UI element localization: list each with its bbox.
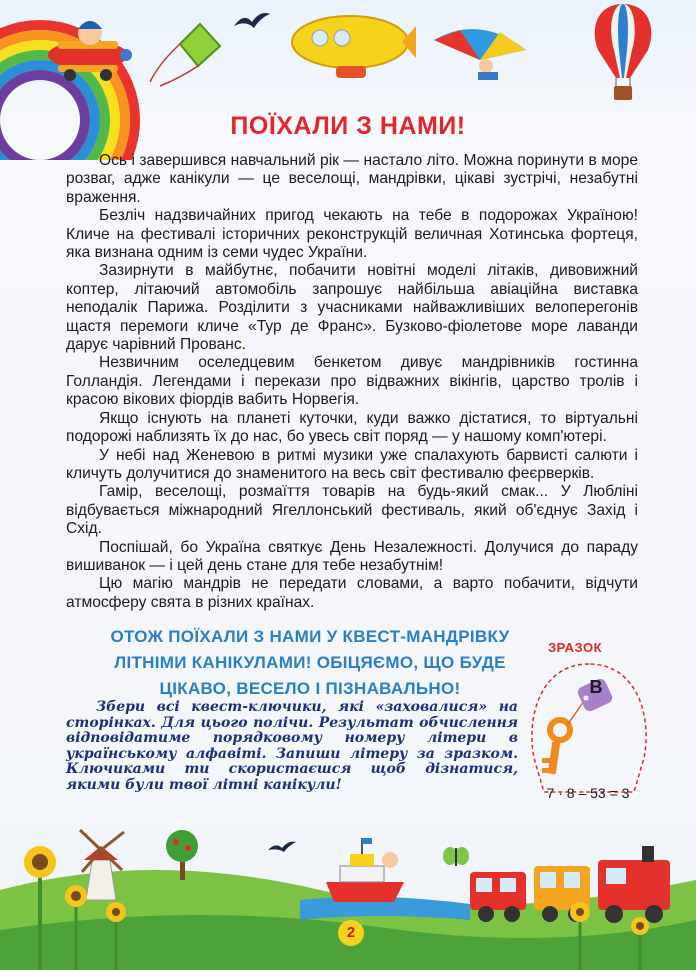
hot-air-balloon-icon — [588, 0, 658, 108]
paragraph: Незвичним оселедцевим бенкетом дивує мандрівників гостинна Голландія. Легендами і перекази про відважних вікінгів, царство тролів і красою вікових фіордів вабить Норвегія. — [66, 354, 638, 409]
kite-icon — [140, 22, 222, 90]
airplane-with-boy-icon — [40, 5, 135, 83]
paragraph: Гамір, веселощі, розмаїття товарів на будь-який смак... У Любліні відбувається міжнародний Ягеллонський фестиваль, який об'єднує Захід і Схід. — [66, 483, 638, 538]
hang-glider-icon — [430, 20, 530, 84]
paragraph: Зазирнути в майбутнє, побачити новітні моделі літаків, дивовижний коптер, літаючий автомобіль запрошує найбільша авіаційна виставка неподалік Парижа. Розділити з учасниками найважливіших велоперегонів щастя перемоги кличе «Тур де Франс». Бузково-фіолетове море лаванди дарує чарівний Прованс. — [66, 262, 638, 354]
callout-line: ЦІКАВО, ВЕСЕЛО І ПІЗНАВАЛЬНО! — [159, 679, 461, 698]
swallow-bird-icon — [268, 842, 296, 852]
butterfly-icon — [443, 847, 469, 866]
sample-formula: 7 · 8 – 53 = 3 — [546, 785, 630, 801]
paragraph: Безліч надзвичайних пригод чекають на тебе в подорожах Україною! Кличе на фестивалі історичних реконструкцій величная Хотинська фортеця, яка визнана одним із семи чудес України. — [66, 207, 638, 262]
paragraph: Ось і завершився навчальний рік — настало літо. Можна поринути в море розваг, адже канікули — це веселощі, мандрівки, цікаві зустрічі, незабутні враження. — [66, 152, 638, 206]
callout-heading — [80, 624, 540, 702]
paragraph: Поспішай, бо Україна святкує День Незалежності. Долучися до параду вишиванок — і цей день стане для тебе незабутнім! — [66, 538, 638, 574]
bottom-landscape — [0, 820, 696, 970]
callout-line: ЛІТНІМИ КАНІКУЛАМИ! ОБІЦЯЄМО, ЩО БУДЕ — [114, 653, 506, 672]
page-title: ПОЇХАЛИ З НАМИ! — [230, 112, 466, 140]
paragraph: У небі над Женевою в ритмі музики уже спалахують барвисті салюти і кличуть долучитися до знаменитого на весь світ фестивалю феєрверків. — [66, 446, 638, 482]
golden-key-icon — [542, 698, 586, 774]
paragraph: Якщо існують на планеті куточки, куди важко дістатися, то віртуальні подорожі наблизять їх до нас, бо увесь світ поряд — у нашому комп'ютері. — [66, 409, 638, 446]
callout-line: ОТОЖ ПОЇХАЛИ З НАМИ У КВЕСТ-МАНДРІВКУ — [110, 627, 510, 646]
yellow-airship-icon — [286, 6, 418, 92]
instruction-text: Збери всі квест-ключики, які «заховалися» на сторінках. Для цього полічи. Результат обчислення відповідатиме порядковому номеру літери в українському алфавіті. Запиши літеру за зразком. Ключиками ти скористаєшся щоб дізнатися, якими були твої літні канікули! — [66, 699, 518, 793]
sample-letter: В — [589, 677, 603, 697]
swallow-bird-icon — [232, 8, 272, 34]
sample-label: ЗРАЗОК — [548, 640, 603, 655]
ship-icon — [326, 838, 404, 902]
quest-instruction — [66, 700, 518, 794]
article-body — [66, 152, 638, 612]
paragraph: Цю магію мандрів не передати словами, а варто побачити, відчути атмосферу свята в різних країнах. — [66, 575, 638, 611]
page-number: 2 — [338, 920, 364, 946]
